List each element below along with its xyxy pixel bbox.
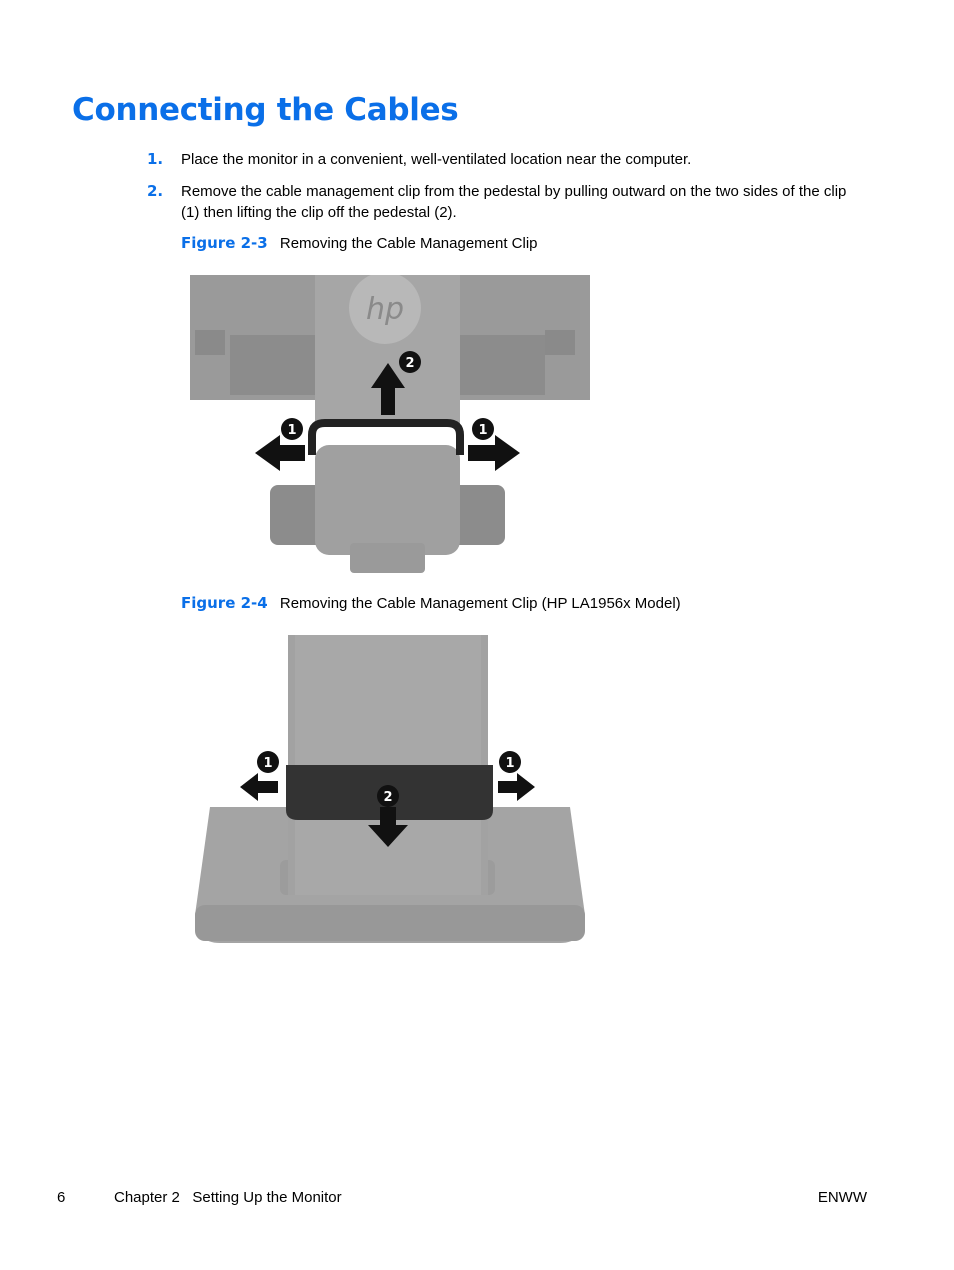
step-text: Place the monitor in a convenient, well-ventilated location near the computer. — [181, 151, 692, 168]
arrow-right-icon — [468, 435, 520, 471]
callout-2 — [377, 785, 399, 807]
figure-label: Figure 2-3 — [181, 234, 268, 252]
step-number: 2. — [147, 182, 164, 200]
callout-1-left — [257, 751, 279, 773]
arrow-left-icon — [255, 435, 305, 471]
step-text: Remove the cable management clip from the pedestal by pulling outward on the two sides of the clip (1) then lifting the clip off the pedestal (2). — [181, 183, 847, 221]
svg-text:1: 1 — [478, 423, 488, 438]
svg-text:1: 1 — [263, 756, 273, 771]
figure-caption-text: Removing the Cable Management Clip (HP LA1956x Model) — [279, 595, 681, 612]
figure-label: Figure 2-4 — [181, 594, 268, 612]
figure-caption — [181, 594, 681, 612]
svg-text:2: 2 — [383, 790, 393, 805]
footer-chapter: Chapter 2 Setting Up the Monitor — [114, 1189, 342, 1206]
page-number: 6 — [57, 1189, 66, 1206]
svg-text:2: 2 — [405, 356, 415, 371]
svg-text:1: 1 — [505, 756, 515, 771]
figure-2-3-illustration — [185, 275, 595, 575]
callout-1-left — [281, 418, 303, 440]
page-title: Connecting the Cables — [72, 92, 459, 128]
arrow-left-icon — [240, 773, 278, 801]
step-number: 1. — [147, 150, 164, 168]
figure-caption — [181, 234, 538, 252]
figure-2-4-illustration — [190, 635, 590, 955]
arrow-right-icon — [498, 773, 535, 801]
footer-right: ENWW — [817, 1189, 867, 1206]
svg-text:1: 1 — [287, 423, 297, 438]
figure-caption-text: Removing the Cable Management Clip — [279, 235, 538, 252]
callout-1-right — [499, 751, 521, 773]
hp-logo-text: hp — [365, 292, 405, 327]
callout-2 — [399, 351, 421, 373]
callout-1-right — [472, 418, 494, 440]
